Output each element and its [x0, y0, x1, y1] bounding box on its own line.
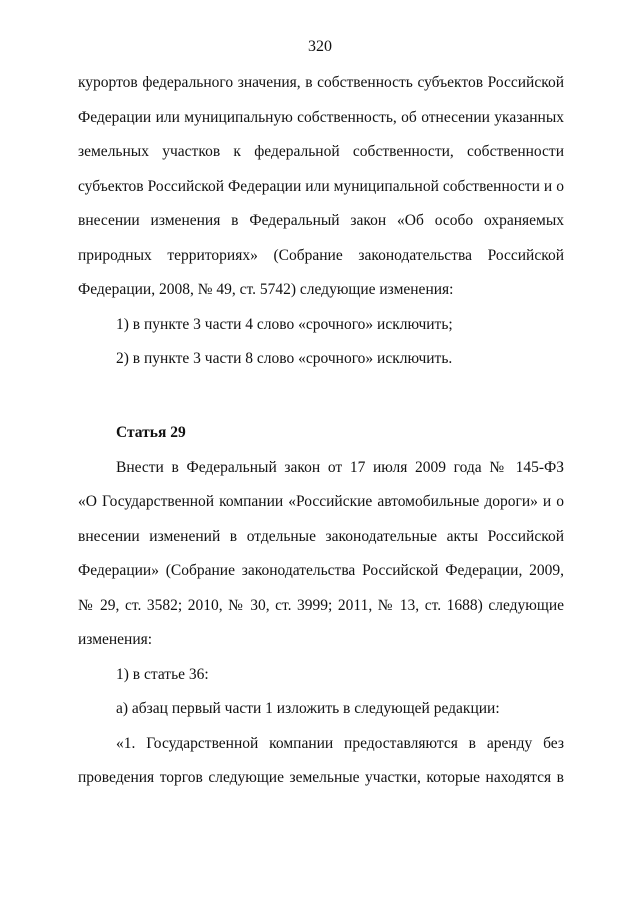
text-line: внесении изменения в Федеральный закон «Об особо охраняемых	[78, 212, 564, 229]
text-line: «О Государственной компании «Российские автомобильные дороги» и о	[78, 493, 564, 510]
list-item: 1) в статье 36:	[116, 665, 209, 683]
text-line: курортов федерального значения, в собственность субъектов Российской	[78, 74, 564, 91]
text-line: проведения торгов следующие земельные участки, которые находятся в	[78, 769, 564, 786]
text-line: Федерации или муниципальную собственность, об отнесении указанных	[78, 108, 564, 126]
text-line: земельных участков к федеральной собственности, собственности	[78, 143, 564, 160]
list-item: а) абзац первый части 1 изложить в следующей редакции:	[116, 700, 500, 717]
text-line: Федерации, 2008, № 49, ст. 5742) следующие изменения:	[78, 281, 454, 298]
text-line: Внести в Федеральный закон от 17 июля 2009 года № 145-ФЗ	[116, 458, 564, 476]
text-line: природных территориях» (Собрание законодательства Российской	[78, 246, 564, 264]
text-line: субъектов Российской Федерации или муниципальной собственности и о	[78, 177, 564, 195]
text-line: «1. Государственной компании предоставляются в аренду без	[116, 734, 564, 752]
text-line: внесении изменений в отдельные законодательные акты Российской	[78, 527, 564, 545]
text-line: Федерации» (Собрание законодательства Российской Федерации, 2009,	[78, 562, 564, 579]
article-29-block	[78, 416, 564, 796]
text-line: изменения:	[78, 631, 153, 648]
article-heading: Статья 29	[116, 424, 186, 441]
list-item: 1) в пункте 3 части 4 слово «срочного» исключить;	[116, 315, 453, 333]
page-number: 320	[308, 38, 332, 55]
text-line: № 29, ст. 3582; 2010, № 30, ст. 3999; 2011, № 13, ст. 1688) следующие	[78, 596, 564, 614]
amendment-text-block	[78, 66, 564, 377]
list-item: 2) в пункте 3 части 8 слово «срочного» исключить.	[116, 350, 453, 367]
